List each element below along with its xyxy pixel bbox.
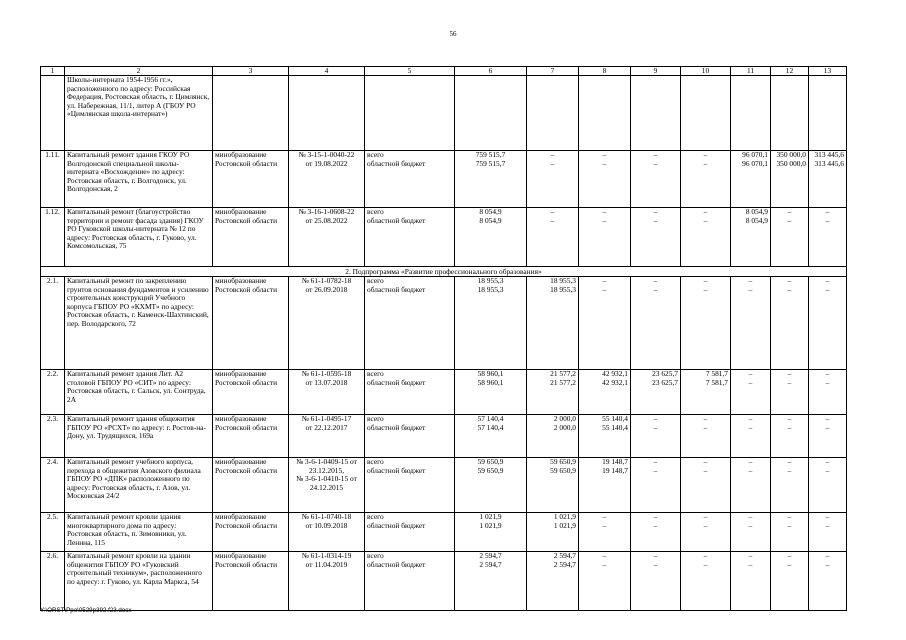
row-number: 2.1. [41,277,65,370]
funding-source-line: всего [367,150,384,159]
funding-source-cell [365,552,455,611]
amount-cell-col-10 [681,370,731,415]
amount-cell-col-10 [681,208,731,267]
amount-value: – [602,158,607,168]
table-row [41,513,847,552]
amount-value: 55 140,4 [602,414,628,423]
amount-cell-col-13 [809,208,847,267]
amount-value: 58 960,1 [477,369,504,378]
funding-source-cell [365,415,455,458]
header-row [41,67,847,76]
document-line: от 10.09.2018 [305,520,348,530]
amount-cell-col-11 [731,552,771,611]
amount-value: – [550,150,555,159]
funding-source-line: областной бюджет [367,520,426,530]
row-number: 2.3. [41,415,65,458]
object-name-cell: Капитальный ремонт по закреплению грунтов основания фундаментов и усилению строительных конструкций Учебного корпуса ГБПОУ РО «КХМТ» по адресу: Ростовская область, г. Каменск-Шахтинский, пер. Володарского, 72 [65,277,213,370]
amount-value: – [787,414,792,423]
table-row-continuation [41,76,847,151]
amount-value: – [703,465,708,475]
amount-value: 18 955,3 [550,276,576,285]
amount-cell-col-8 [579,277,631,370]
amount-value: – [703,512,708,521]
amount-value: – [602,520,607,530]
amount-value: 2 594,7 [553,559,576,569]
amount-value: 55 140,4 [602,422,628,432]
amount-value: – [703,559,708,569]
amount-cell-col-7 [527,208,579,267]
column-header-8: 8 [579,67,631,76]
funding-source-line: всего [367,457,384,466]
document-line: № 61-1-0740-18 [301,512,352,521]
amount-value: 59 650,9 [550,457,576,466]
amount-value: 21 577,2 [550,369,576,378]
column-header-3: 3 [213,67,289,76]
column-header-4: 4 [289,67,365,76]
amount-value: – [825,520,830,530]
document-cell [289,415,365,458]
amount-value: – [602,512,607,521]
amount-value: – [703,520,708,530]
column-header-13: 13 [809,67,847,76]
amount-value: 1 021,9 [479,520,502,530]
document-line: от 13.07.2018 [305,377,348,387]
cell-num [41,76,65,151]
amount-value: 7 581,7 [705,377,728,387]
amount-cell-col-6 [455,208,527,267]
amount-value: 59 650,9 [550,465,576,475]
object-name-cell: Капитальный ремонт учебного корпуса, перехода в общежития Азовского филиала ГБПОУ РО «ДПК» расположенного по адресу: Ростовская область, г. Азов, ул. Московская 24/2 [65,458,213,513]
amount-value: 96 070,1 [742,158,768,168]
document-line: № 3-6-1-0410-15 от 24.12.2015 [296,474,357,492]
amount-value: – [653,150,658,159]
amount-cell-col-10 [681,552,731,611]
amount-cell-col-7 [527,552,579,611]
amount-value: – [825,369,830,378]
amount-value: – [703,207,708,216]
column-header-9: 9 [631,67,681,76]
amount-value: 8 054,9 [745,215,768,225]
amount-cell-col-13 [809,513,847,552]
amount-value: – [825,284,830,294]
amount-value: – [825,414,830,423]
amount-value: 2 594,7 [479,551,502,560]
amount-value: – [748,465,753,475]
object-name-cell: Капитальный ремонт здания ГКОУ РО Волгодонской специальной школы-интерната «Восхождение» по адресу: Ростовская область, г. Волгодонск, ул. Волгодонская, 2 [65,151,213,208]
object-name-cell: Капитальный ремонт кровли на здании общежития ГБПОУ РО «Гуковский строительный техникум», расположенного по адресу: г. Гуково, ул. Карла Маркса, 54 [65,552,213,611]
funding-source-line: областной бюджет [367,465,426,475]
column-header-6: 6 [455,67,527,76]
amount-value: – [748,276,753,285]
amount-value: 759 515,7 [475,158,506,168]
amount-cell-col-6 [455,415,527,458]
customer-cell: минобразование Ростовской области [213,415,289,458]
amount-value: – [653,465,658,475]
amount-value: – [748,551,753,560]
document-cell [289,151,365,208]
column-header-11: 11 [731,67,771,76]
amount-value: – [602,150,607,159]
document-line: № 61-1-0595-18 [301,369,352,378]
document-line: № 61-1-0782-18 [301,276,352,285]
amount-value: 58 960,1 [477,377,504,387]
amount-value: – [550,207,555,216]
amount-value: – [550,158,555,168]
table-row [41,552,847,611]
amount-value: – [787,520,792,530]
table-row [41,151,847,208]
object-name-cell: Капитальный ремонт здания общежития ГБПОУ РО «РСХТ» по адресу: г. Ростов-на-Дону, ул. Трудящихся, 169а [65,415,213,458]
amount-value: – [787,284,792,294]
funding-source-line: областной бюджет [367,559,426,569]
column-header-7: 7 [527,67,579,76]
amount-value: 96 070,1 [742,150,768,159]
object-name-cell: Капитальный ремонт кровли здания многоквартирного дома по адресу: Ростовская область, п. Зимовники, ул. Ленина, 115 [65,513,213,552]
funding-source-cell [365,151,455,208]
amount-value: – [748,457,753,466]
funding-source-line: всего [367,207,384,216]
amount-cell-col-11 [731,415,771,458]
amount-cell-col-13 [809,458,847,513]
funding-source-cell [365,208,455,267]
amount-value: – [703,457,708,466]
amount-cell-col-11 [731,277,771,370]
amount-cell-col-9 [631,458,681,513]
amount-value: – [653,276,658,285]
amount-value: – [550,215,555,225]
amount-value: – [602,276,607,285]
amount-cell-col-10 [681,277,731,370]
amount-cell-col-6 [455,370,527,415]
amount-value: 313 445,6 [814,158,844,168]
amount-value: – [748,422,753,432]
amount-value: – [653,284,658,294]
funding-source-line: всего [367,369,384,378]
amount-value: – [748,414,753,423]
document-line: № 61-1-0314-19 [301,551,352,560]
row-number: 2.2. [41,370,65,415]
amount-value: – [703,414,708,423]
amount-value: – [825,559,830,569]
document-cell [289,552,365,611]
row-number: 1.12. [41,208,65,267]
column-header-12: 12 [771,67,809,76]
amount-cell-col-10 [681,415,731,458]
amount-cell-col-11 [731,208,771,267]
object-name-cell: Капитальный ремонт (благоустройство территории и ремонт фасада здания) ГКОУ РО Гуковской школы-интерната № 12 по адресу: Ростовская область, г. Гуково, ул. Комсомольская, 75 [65,208,213,267]
funding-source-line: областной бюджет [367,422,426,432]
funding-source-cell [365,277,455,370]
amount-value: – [653,158,658,168]
table-row [41,277,847,370]
amount-cell-col-9 [631,277,681,370]
amount-value: 1 021,9 [479,512,502,521]
amount-value: – [825,377,830,387]
funding-source-line: областной бюджет [367,215,426,225]
amount-value: 18 955,3 [550,284,576,294]
customer-cell: минобразование Ростовской области [213,552,289,611]
document-cell [289,277,365,370]
amount-cell-col-10 [681,151,731,208]
amount-cell-col-12 [771,552,809,611]
amount-value: 7 581,7 [705,369,728,378]
document-line: от 11.04.2019 [305,559,348,569]
amount-value: – [787,215,792,225]
amount-cell-col-6 [455,513,527,552]
amount-value: 313 445,6 [814,150,844,159]
document-cell [289,208,365,267]
amount-value: 8 054,9 [479,215,502,225]
amount-cell-col-7 [527,458,579,513]
amount-value: 350 000,0 [776,158,806,168]
amount-cell-col-11 [731,370,771,415]
amount-cell-col-9 [631,552,681,611]
amount-cell-col-8 [579,415,631,458]
funding-source-cell [365,370,455,415]
funding-source-line: областной бюджет [367,158,426,168]
amount-cell-col-11 [731,458,771,513]
customer-cell: минобразование Ростовской области [213,513,289,552]
amount-value: – [787,559,792,569]
amount-cell-col-10 [681,458,731,513]
amount-cell-col-8 [579,151,631,208]
column-header-1: 1 [41,67,65,76]
amount-value: – [602,551,607,560]
amount-value: – [825,422,830,432]
amount-value: 1 021,9 [553,520,576,530]
funding-source-line: всего [367,276,384,285]
subprogram-row [41,267,847,277]
amount-cell-col-12 [771,151,809,208]
amount-cell-col-12 [771,277,809,370]
amount-cell-col-12 [771,208,809,267]
funding-source-line: всего [367,414,384,423]
document-line: от 25.08.2022 [305,215,348,225]
amount-value: – [787,377,792,387]
amount-value: – [653,559,658,569]
amount-cell-col-8 [579,370,631,415]
amount-value: – [703,276,708,285]
row-number: 2.6. [41,552,65,611]
amount-value: – [653,207,658,216]
amount-value: 19 148,7 [602,465,628,475]
amount-cell-col-9 [631,415,681,458]
column-header-2: 2 [65,67,213,76]
amount-cell-col-12 [771,370,809,415]
amount-value: – [787,512,792,521]
amount-value: 42 932,1 [602,377,628,387]
amount-value: – [825,276,830,285]
amount-value: – [748,512,753,521]
customer-cell: минобразование Ростовской области [213,208,289,267]
amount-cell-col-7 [527,415,579,458]
amount-value: 2 594,7 [479,559,502,569]
column-header-10: 10 [681,67,731,76]
amount-value: – [653,215,658,225]
amount-cell-col-6 [455,458,527,513]
amount-value: – [787,207,792,216]
amount-value: – [703,551,708,560]
amount-cell-col-11 [731,151,771,208]
amount-value: – [653,551,658,560]
amount-value: 2 594,7 [553,551,576,560]
page-number: 56 [449,30,457,38]
row-number: 2.5. [41,513,65,552]
funding-source-line: областной бюджет [367,284,426,294]
amount-value: – [748,369,753,378]
amount-value: – [825,457,830,466]
amount-cell-col-12 [771,415,809,458]
amount-value: 57 140,4 [477,422,504,432]
amount-value: 759 515,7 [475,150,506,159]
row-number: 2.4. [41,458,65,513]
document-cell [289,513,365,552]
table-row [41,458,847,513]
amount-cell-col-8 [579,513,631,552]
amount-value: – [602,559,607,569]
amount-value: – [825,215,830,225]
amount-cell-col-6 [455,277,527,370]
amount-value: – [653,422,658,432]
object-name-cell: Капитальный ремонт здания Лит. А2 столовой ГБПОУ РО «СИТ» по адресу: Ростовская область, г. Сальск, ул. Сонтрудa, 2А [65,370,213,415]
amount-value: – [653,414,658,423]
amount-value: – [787,276,792,285]
amount-value: 59 650,9 [477,465,504,475]
amount-cell-col-12 [771,458,809,513]
amount-value: – [825,207,830,216]
amount-value: – [748,520,753,530]
amount-value: – [787,422,792,432]
amount-cell-col-6 [455,151,527,208]
amount-cell-col-7 [527,370,579,415]
amount-value: – [703,284,708,294]
table-row [41,370,847,415]
amount-cell-col-9 [631,208,681,267]
amount-cell-col-13 [809,277,847,370]
customer-cell: минобразование Ростовской области [213,458,289,513]
amount-value: – [748,559,753,569]
amount-cell-col-9 [631,370,681,415]
amount-value: 57 140,4 [477,414,504,423]
subprogram-title: 2. Подпрограмма «Развитие профессионального образования» [41,267,847,277]
document-line: от 22.12.2017 [305,422,348,432]
amount-cell-col-13 [809,415,847,458]
funding-source-line: всего [367,551,384,560]
funding-source-cell [365,513,455,552]
amount-cell-col-11 [731,513,771,552]
amount-value: – [653,457,658,466]
document-line: № 3-15-1-0040-22 [298,150,355,159]
amount-value: – [825,551,830,560]
funding-source-line: всего [367,512,384,521]
amount-value: – [703,422,708,432]
amount-value: – [787,465,792,475]
customer-cell: минобразование Ростовской области [213,151,289,208]
row-number: 1.11. [41,151,65,208]
amount-cell-col-8 [579,208,631,267]
amount-value: 1 021,9 [553,512,576,521]
object-name-cell: Школы-интерната 1954-1956 гг.», расположенного по адресу: Российская Федерация, Ростовская область, г. Цимлянск, ул. Набережная, 11/1, литер А (ГБОУ РО «Цимлянская школа-интернат») [65,76,213,151]
amount-cell-col-13 [809,552,847,611]
amount-value: 18 955,3 [477,276,504,285]
amount-value: – [825,465,830,475]
document-cell [289,370,365,415]
amount-cell-col-7 [527,151,579,208]
amount-value: 19 148,7 [602,457,628,466]
budget-table [40,66,847,611]
table-row [41,208,847,267]
amount-value: 23 625,7 [652,369,678,378]
amount-value: 8 054,9 [745,207,768,216]
amount-value: – [748,284,753,294]
document-line: № 61-1-0495-17 [301,414,352,423]
amount-value: 23 625,7 [652,377,678,387]
amount-value: 2 000,0 [553,422,576,432]
document-line: № 3-16-1-0608-22 [298,207,355,216]
amount-value: – [602,207,607,216]
funding-source-cell [365,458,455,513]
customer-cell: минобразование Ростовской области [213,370,289,415]
amount-value: 2 000,0 [553,414,576,423]
amount-value: – [602,284,607,294]
amount-cell-col-6 [455,552,527,611]
amount-value: – [653,520,658,530]
amount-value: 21 577,2 [550,377,576,387]
amount-value: 18 955,3 [477,284,504,294]
document-cell [289,458,365,513]
amount-value: – [787,457,792,466]
amount-cell-col-8 [579,458,631,513]
table-row [41,415,847,458]
amount-value: – [825,512,830,521]
file-path-footer: Y:\ORST\Ppo\0529p392.f23.docx [40,607,132,614]
amount-value: 350 000,0 [776,150,806,159]
document-line: от 19.08.2022 [305,158,348,168]
amount-value: 42 932,1 [602,369,628,378]
amount-cell-col-13 [809,151,847,208]
column-header-5: 5 [365,67,455,76]
amount-value: – [703,150,708,159]
amount-cell-col-9 [631,513,681,552]
amount-value: – [602,215,607,225]
amount-value: – [703,158,708,168]
amount-cell-col-12 [771,513,809,552]
funding-source-line: областной бюджет [367,377,426,387]
amount-value: 59 650,9 [477,457,504,466]
amount-value: – [748,377,753,387]
amount-value: – [703,215,708,225]
amount-value: – [787,369,792,378]
amount-cell-col-7 [527,513,579,552]
amount-cell-col-13 [809,370,847,415]
amount-value: – [653,512,658,521]
amount-value: 8 054,9 [479,207,502,216]
document-line: № 3-6-1-0409-15 от 23.12.2015, [296,457,357,475]
amount-cell-col-10 [681,513,731,552]
amount-cell-col-7 [527,277,579,370]
document-line: от 26.09.2018 [305,284,348,294]
amount-value: – [787,551,792,560]
customer-cell: минобразование Ростовской области [213,277,289,370]
amount-cell-col-9 [631,151,681,208]
amount-cell-col-8 [579,552,631,611]
